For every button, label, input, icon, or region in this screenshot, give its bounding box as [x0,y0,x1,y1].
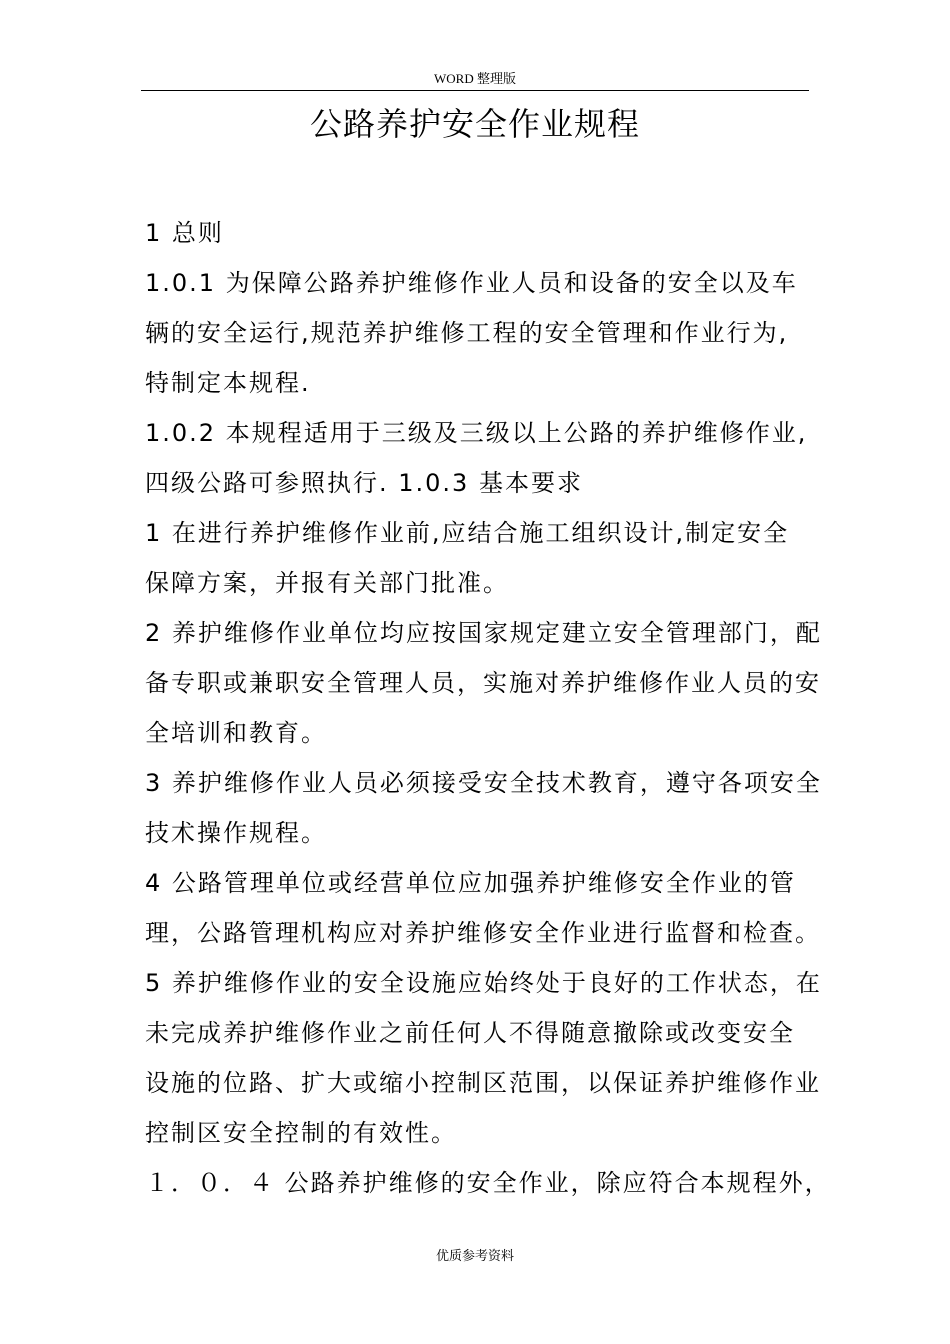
body-line: 备专职或兼职安全管理人员，实施对养护维修作业人员的安 [145,669,821,697]
body-line: 未完成养护维修作业之前任何人不得随意撤除或改变安全 [145,1019,795,1047]
body-line: 理，公路管理机构应对养护维修安全作业进行监督和检查。 [145,919,821,947]
body-line: 辆的安全运行,规范养护维修工程的安全管理和作业行为, [145,319,789,347]
body-line: 2 养护维修作业单位均应按国家规定建立安全管理部门，配 [145,619,822,647]
body-line: 控制区安全控制的有效性。 [145,1119,457,1147]
body-line: 5 养护维修作业的安全设施应始终处于良好的工作状态，在 [145,969,822,997]
body-line: 1.0.1 为保障公路养护维修作业人员和设备的安全以及车 [145,269,798,297]
body-line: 3 养护维修作业人员必须接受安全技术教育，遵守各项安全 [145,769,822,797]
body-line: 4 公路管理单位或经营单位应加强养护维修安全作业的管 [145,869,796,897]
body-line: 1 总则 [145,219,224,247]
body-line: １．０．４ 公路养护维修的安全作业，除应符合本规程外， [145,1169,831,1197]
page-footer: 优质参考资料 [435,1249,514,1264]
body-line: 技术操作规程。 [145,819,327,847]
body-line: 设施的位路、扩大或缩小控制区范围，以保证养护维修作业 [145,1069,821,1097]
body-line: 保障方案，并报有关部门批准。 [145,569,509,597]
document-title: 公路养护安全作业规程 [309,105,640,143]
body-line: 1.0.2 本规程适用于三级及三级以上公路的养护维修作业, [145,419,808,447]
body-line: 全培训和教育。 [145,719,327,747]
body-line: 1 在进行养护维修作业前,应结合施工组织设计,制定安全 [145,519,790,547]
document-body [145,208,845,1208]
body-line: 四级公路可参照执行. 1.0.3 基本要求 [145,469,583,497]
body-line: 特制定本规程. [145,369,311,397]
page-header: WORD 整理版 [141,70,809,91]
